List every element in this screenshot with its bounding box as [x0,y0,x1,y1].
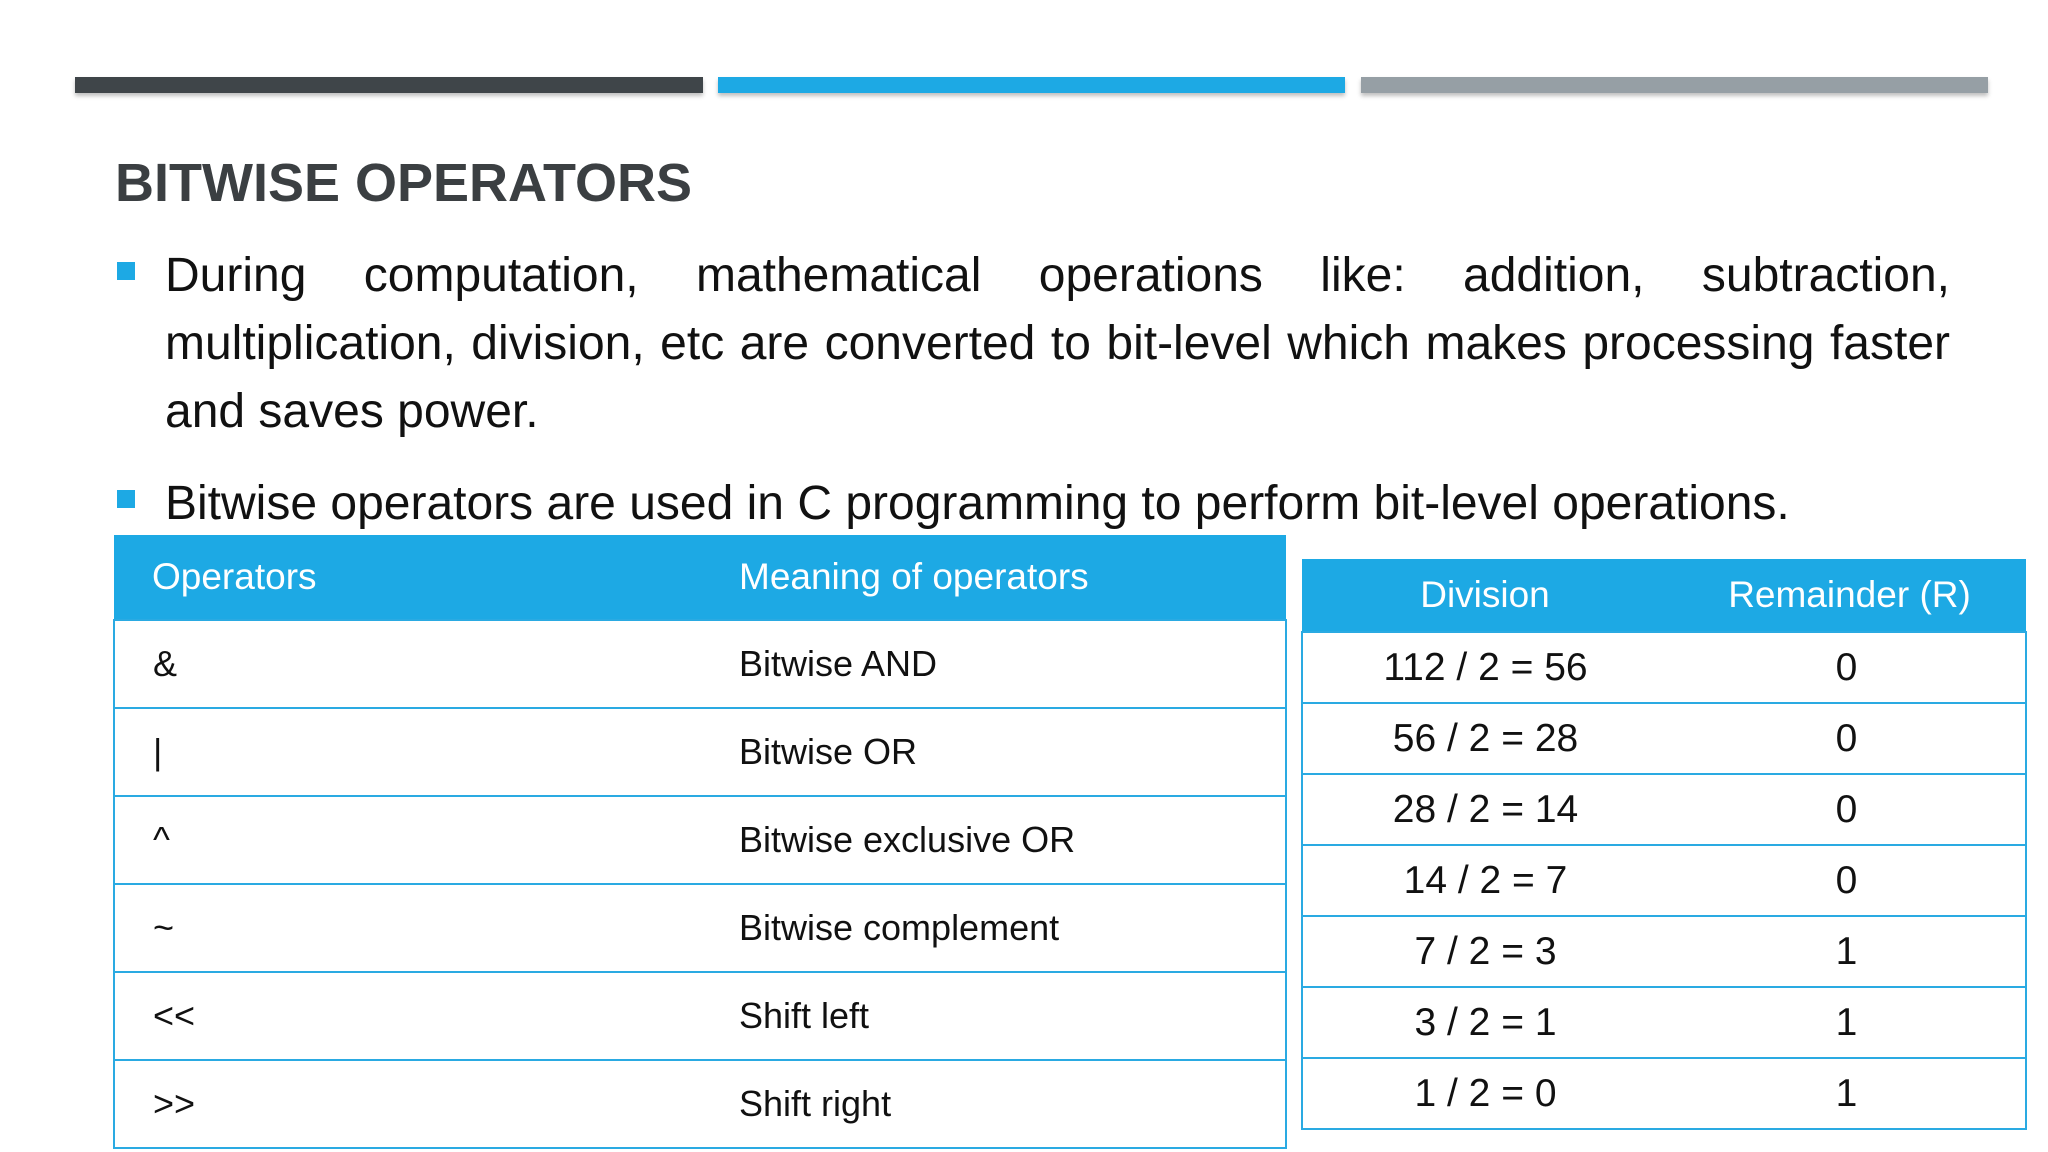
bullet-text: During computation, mathematical operations like: addition, subtraction, multiplication, division, etc are converted to bit-level which makes processing faster and saves power. [165,249,1950,438]
bullet-item [115,470,1950,538]
meaning-cell: Bitwise complement [701,884,1286,972]
table-row [114,972,1286,1060]
remainder-cell: 1 [1668,916,2026,987]
table-row [1302,987,2026,1058]
division-cell: 14 / 2 = 7 [1302,845,1668,916]
operator-cell: | [114,708,701,796]
remainder-cell: 0 [1668,845,2026,916]
top-bar-blue [718,77,1345,93]
operator-cell: >> [114,1060,701,1148]
table-row [1302,845,2026,916]
remainder-cell: 1 [1668,1058,2026,1129]
operator-cell: ~ [114,884,701,972]
column-header-remainder: Remainder (R) [1728,574,1971,615]
table-header-row [114,535,1286,620]
operators-table [113,535,1287,1149]
table-row [114,796,1286,884]
bullet-item [115,242,1950,446]
division-cell: 1 / 2 = 0 [1302,1058,1668,1129]
division-cell: 3 / 2 = 1 [1302,987,1668,1058]
column-header-meaning: Meaning of operators [739,556,1089,597]
remainder-cell: 0 [1668,774,2026,845]
square-bullet-icon [117,262,135,280]
division-cell: 28 / 2 = 14 [1302,774,1668,845]
operator-cell: & [114,620,701,708]
division-cell: 7 / 2 = 3 [1302,916,1668,987]
table-header-row [1302,559,2026,632]
operator-cell: ^ [114,796,701,884]
meaning-cell: Bitwise OR [701,708,1286,796]
top-bar-gray [1361,77,1988,93]
table-row [114,708,1286,796]
division-cell: 56 / 2 = 28 [1302,703,1668,774]
top-bar-dark [75,77,703,93]
bullet-list [115,242,1950,538]
remainder-cell: 0 [1668,703,2026,774]
table-row [114,1060,1286,1148]
bullet-text: Bitwise operators are used in C programming to perform bit-level operations. [165,477,1790,530]
slide-title: BITWISE OPERATORS [115,153,693,213]
meaning-cell: Bitwise AND [701,620,1286,708]
meaning-cell: Shift right [701,1060,1286,1148]
table-row [1302,703,2026,774]
table-row [114,884,1286,972]
remainder-cell: 0 [1668,632,2026,703]
column-header-operators: Operators [152,556,317,597]
square-bullet-icon [117,490,135,508]
remainder-cell: 1 [1668,987,2026,1058]
table-row [114,620,1286,708]
division-table [1301,559,2027,1130]
table-row [1302,774,2026,845]
column-header-division: Division [1420,574,1550,615]
division-cell: 112 / 2 = 56 [1302,632,1668,703]
table-row [1302,632,2026,703]
table-row [1302,916,2026,987]
meaning-cell: Shift left [701,972,1286,1060]
table-row [1302,1058,2026,1129]
operator-cell: << [114,972,701,1060]
meaning-cell: Bitwise exclusive OR [701,796,1286,884]
